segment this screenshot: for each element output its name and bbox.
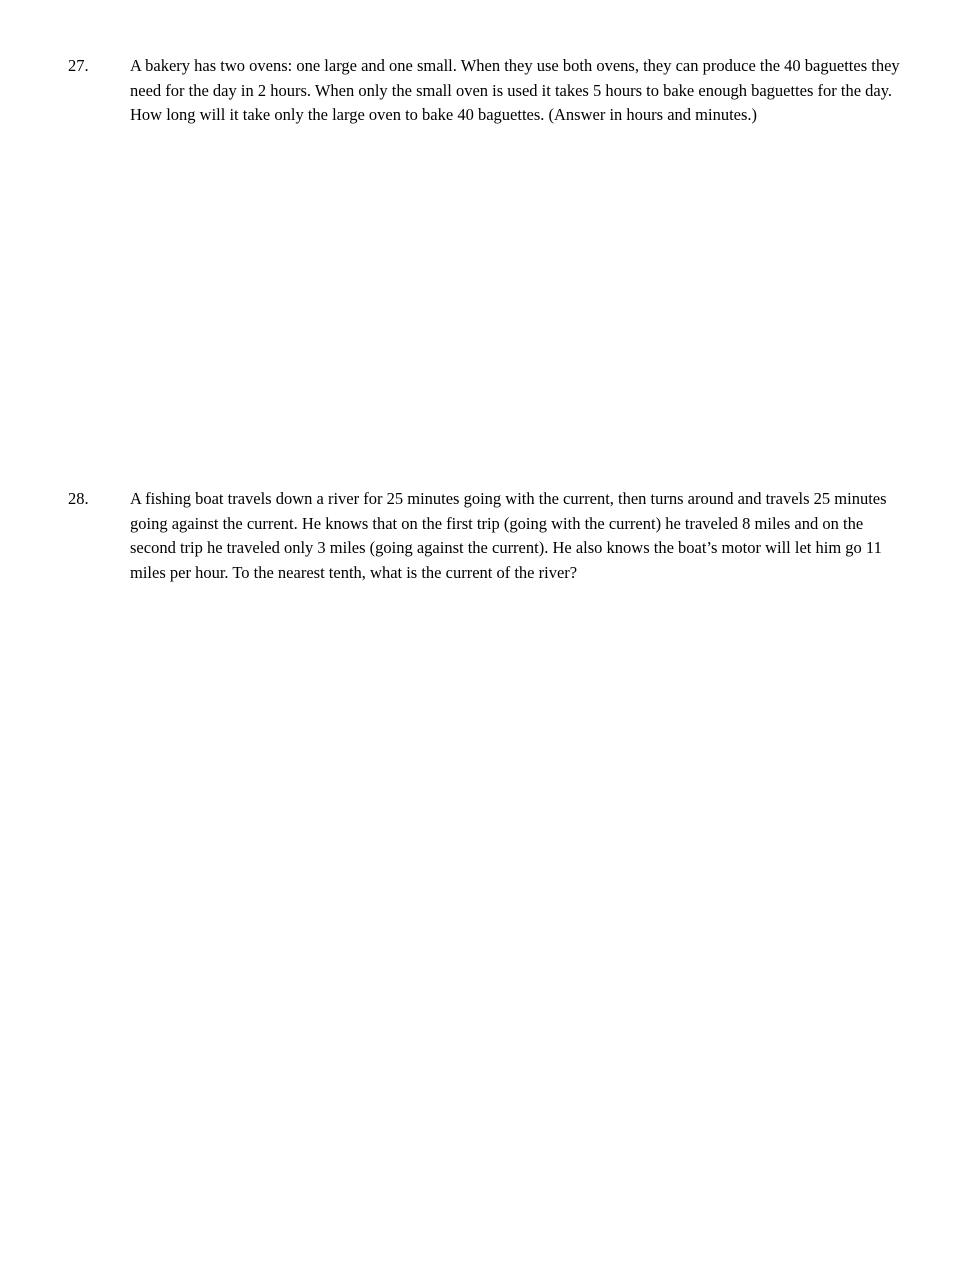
problem-text-27: A bakery has two ovens: one large and one small. When they use both ovens, they can produce the 40 baguettes they need for the day in 2 hours. When only the small oven is used it takes 5 hours to bake enough baguettes for the day. How long will it take only the large oven to bake 40 baguettes. (Answer in hours and minutes.)	[130, 56, 900, 124]
problem-item-27	[68, 54, 910, 128]
problem-number-28: 28.	[68, 489, 89, 508]
answer-space-27	[130, 150, 910, 480]
problem-text-28: A fishing boat travels down a river for 25 minutes going with the current, then turns around and travels 25 minutes going against the current. He knows that on the first trip (going with the current) he traveled 8 miles and on the second trip he traveled only 3 miles (going against the current). He also knows the boat’s motor will let him go 11 miles per hour. To the nearest tenth, what is the current of the river?	[130, 489, 887, 582]
problem-item-28	[68, 487, 910, 585]
answer-space-28	[130, 585, 910, 1205]
problem-number-27: 27.	[68, 56, 89, 75]
